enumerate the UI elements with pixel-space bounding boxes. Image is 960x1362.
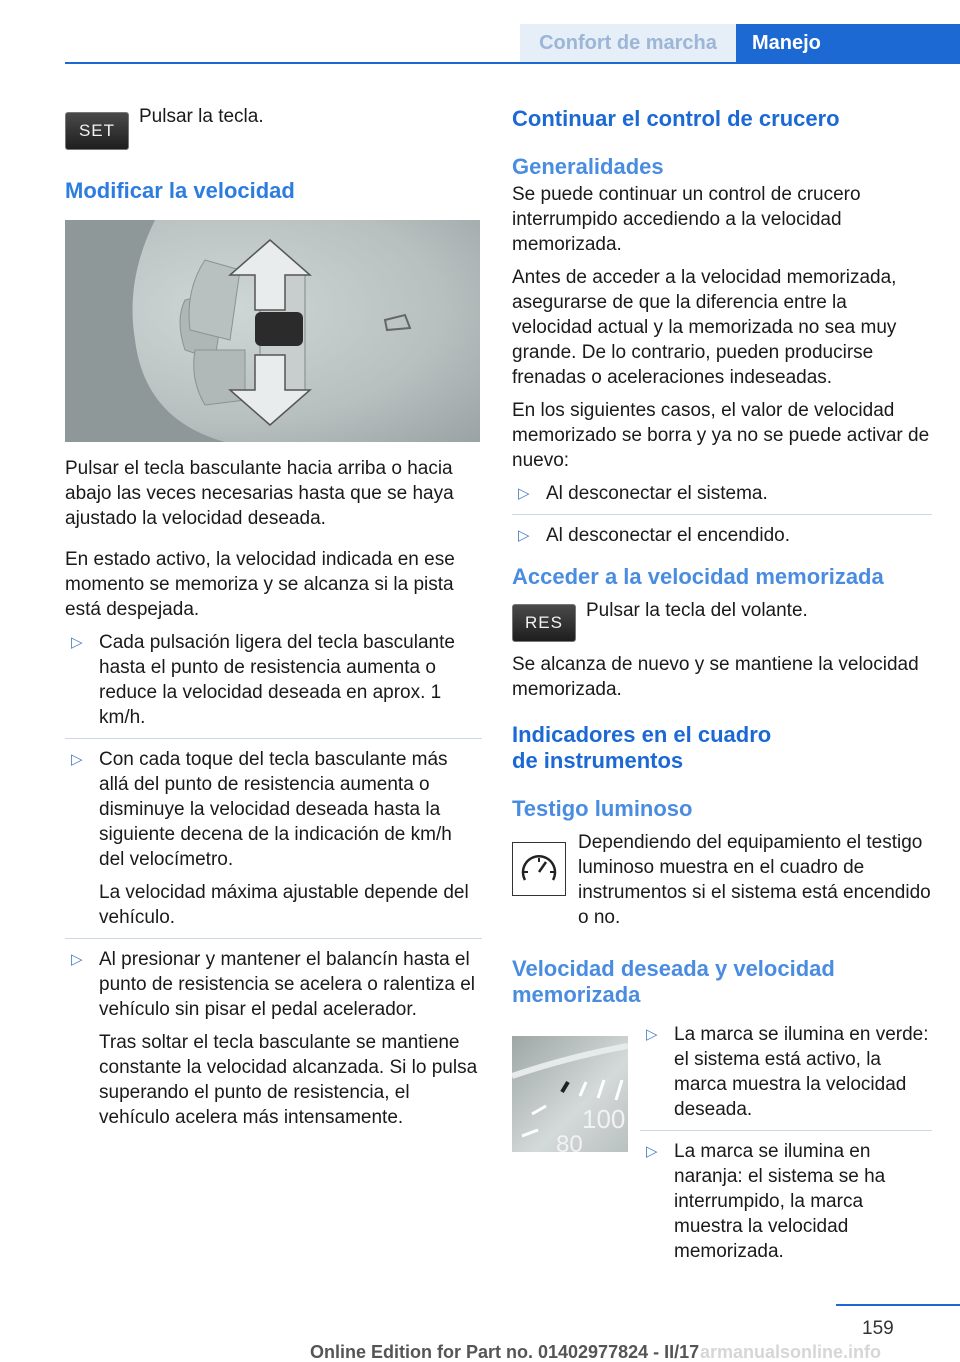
heading-general: Generalidades xyxy=(512,154,664,179)
set-key-icon: SET xyxy=(65,112,129,150)
para-access: Se alcanza de nuevo y se mantiene la velocidad memorizada. xyxy=(512,654,919,700)
gauge-label-100: 100 xyxy=(582,1104,626,1134)
para-lamp: Dependiendo del equipamiento el testigo luminoso muestra en el cuadro de instrumentos si el sistema está encendido o no. xyxy=(578,832,931,928)
rocker-switch-illustration xyxy=(65,220,480,442)
heading-indicators: Indicadores en el cuadro de instrumentos xyxy=(512,722,772,773)
page-number: 159 xyxy=(862,1318,894,1339)
page-footer xyxy=(0,1304,960,1362)
set-key-row xyxy=(65,96,482,148)
heading-access-memorized: Acceder a la velocidad memorizada xyxy=(512,564,884,589)
list-item: ▷ Con cada toque del tecla basculante más allá del punto de resistencia aumenta o disminuye la velocidad deseada hasta la siguiente decena de la indicación de km/h del velocímetro. La velocidad máxima ajustable depende del vehículo. xyxy=(65,747,482,939)
left-column xyxy=(65,96,482,1146)
watermark-text: armanualsonline.info xyxy=(700,1342,882,1362)
edition-text: Online Edition for Part no. 01402977824 - II/17 xyxy=(310,1342,700,1362)
para-active-state: En estado activo, la velocidad indicada en ese momento se memoriza y se alcanza si la pista está despejada. xyxy=(65,549,455,620)
heading-continue-cruise: Continuar el control de crucero xyxy=(512,106,840,131)
list-item: ▷ Al desconectar el encendido. xyxy=(518,525,790,546)
para-general-1: Se puede continuar un control de crucero interrumpido accediendo a la velocidad memorizada. xyxy=(512,184,861,255)
cases-bullet-list xyxy=(512,481,932,556)
triangle-icon: ▷ xyxy=(646,1143,658,1160)
res-key-row xyxy=(512,590,932,644)
triangle-icon: ▷ xyxy=(71,751,83,768)
triangle-icon: ▷ xyxy=(71,634,83,651)
speed-block xyxy=(512,1022,932,1262)
triangle-icon: ▷ xyxy=(646,1026,658,1043)
list-item: ▷ Al desconectar el sistema. xyxy=(512,481,932,515)
para-general-3: En los siguientes casos, el valor de velocidad memorizado se borra y ya no se puede activar de nuevo: xyxy=(512,400,930,471)
list-item: ▷ La marca se ilumina en verde: el sistema está activo, la marca muestra la velocidad deseada. xyxy=(640,1022,932,1131)
res-key-icon: RES xyxy=(512,604,576,642)
heading-speed-marks: Velocidad deseada y velocidad memorizada xyxy=(512,956,835,1007)
lamp-block xyxy=(512,830,932,926)
right-column xyxy=(512,96,932,1262)
header-section[interactable]: Confort de marcha xyxy=(520,24,736,62)
triangle-icon: ▷ xyxy=(518,527,530,544)
speed-bullet-list xyxy=(640,1022,932,1280)
header-rule xyxy=(65,62,960,64)
gauge-label-80: 80 xyxy=(556,1131,583,1152)
para-rocker: Pulsar el tecla basculante hacia arriba o hacia abajo las veces necesarias hasta que se haya ajustado la velocidad deseada. xyxy=(65,458,454,529)
set-key-text: Pulsar la tecla. xyxy=(139,106,264,127)
heading-warning-lamp: Testigo luminoso xyxy=(512,796,693,821)
page-header xyxy=(0,24,960,62)
modify-bullet-list xyxy=(65,630,482,1138)
cruise-control-icon xyxy=(512,842,566,896)
speedometer-image xyxy=(512,1036,628,1152)
list-item: ▷ Cada pulsación ligera del tecla basculante hasta el punto de resistencia aumenta o reduce la velocidad deseada en aprox. 1 km/h. xyxy=(65,630,482,739)
para-general-2: Antes de acceder a la velocidad memorizada, asegurarse de que la diferencia entre la velocidad actual y la memorizada no sea muy grande. De lo contrario, pueden producirse frenadas o aceleraciones indeseadas. xyxy=(512,267,897,388)
triangle-icon: ▷ xyxy=(71,951,83,968)
list-item: ▷ Al presionar y mantener el balancín hasta el punto de resistencia se acelera o ralentiza el vehículo sin pisar el pedal acelerador. Tras soltar el tecla basculante se mantiene constante la velocidad alcanzada. Si lo pulsa superando el punto de resistencia, el vehículo acelera más intensamente. xyxy=(71,949,478,1128)
steering-wheel-image xyxy=(65,220,480,442)
res-key-text: Pulsar la tecla del volante. xyxy=(586,600,808,621)
heading-modify-speed: Modificar la velocidad xyxy=(65,178,295,203)
list-item: ▷ La marca se ilumina en naranja: el sistema se ha interrumpido, la marca muestra la velocidad memorizada. xyxy=(646,1141,886,1262)
footer-rule xyxy=(836,1304,960,1306)
triangle-icon: ▷ xyxy=(518,485,530,502)
header-chapter[interactable]: Manejo xyxy=(736,24,960,62)
